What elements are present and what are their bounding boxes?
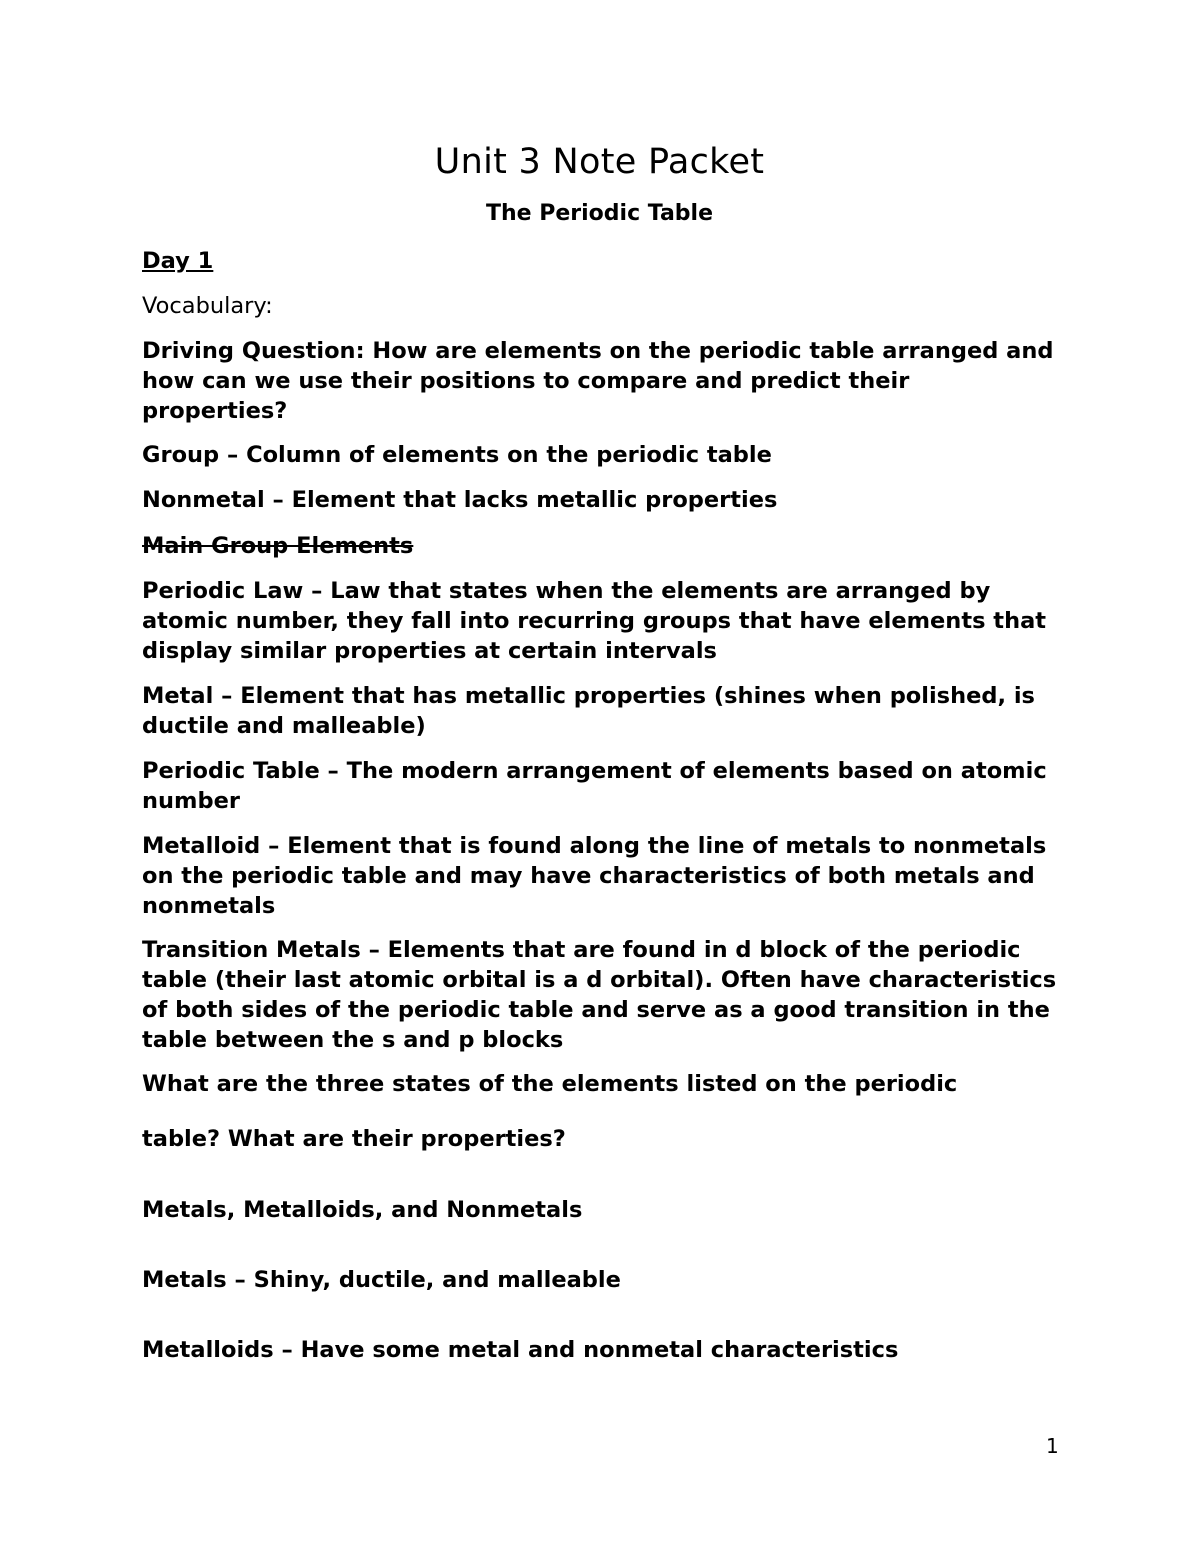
document-subtitle: The Periodic Table	[485, 201, 713, 226]
term-periodic-table: Periodic Table – The modern arrangement of elements based on atomic number	[142, 758, 1047, 814]
term-metal: Metal – Element that has metallic properties (shines when polished, is ductile and malleable)	[142, 683, 1035, 739]
term-metalloid: Metalloid – Element that is found along the line of metals to nonmetals on the periodic table and may have characteristics of both metals and nonmetals	[142, 833, 1047, 919]
day-heading: Day 1	[142, 248, 214, 274]
answer-metals: Metals – Shiny, ductile, and malleable	[142, 1267, 621, 1293]
term-main-group: Main Group Elements	[142, 533, 414, 559]
term-group: Group – Column of elements on the periodic table	[142, 442, 772, 468]
question-line-1: What are the three states of the elements listed on the periodic	[142, 1071, 958, 1097]
document-title: Unit 3 Note Packet	[434, 142, 765, 182]
page-number: 1	[1046, 1434, 1059, 1458]
question-line-2: table? What are their properties?	[142, 1126, 566, 1152]
term-nonmetal: Nonmetal – Element that lacks metallic properties	[142, 487, 778, 513]
driving-question: Driving Question: How are elements on the periodic table arranged and how can we use their positions to compare and predict their properties?	[142, 338, 1054, 424]
vocabulary-label: Vocabulary:	[142, 293, 273, 319]
answer-metalloids: Metalloids – Have some metal and nonmetal characteristics	[142, 1337, 899, 1363]
term-periodic-law: Periodic Law – Law that states when the elements are arranged by atomic number, they fall into recurring groups that have elements that display similar properties at certain intervals	[142, 578, 1047, 664]
term-transition-metals: Transition Metals – Elements that are found in d block of the periodic table (their last atomic orbital is a d orbital). Often have characteristics of both sides of the periodic table and serve as a good transition in the table between the s and p blocks	[142, 937, 1057, 1053]
answer-states: Metals, Metalloids, and Nonmetals	[142, 1197, 583, 1223]
